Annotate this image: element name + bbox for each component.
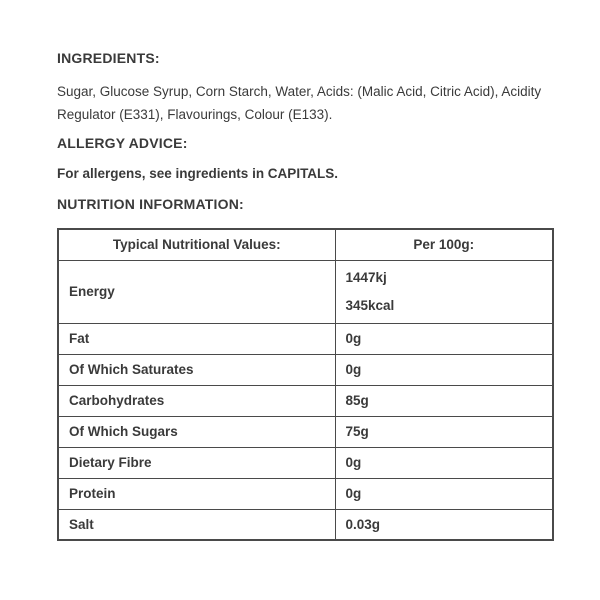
row-value-sugars: 75g — [335, 416, 553, 447]
table-row — [58, 385, 553, 416]
row-label-sugars: Of Which Sugars — [58, 416, 335, 447]
table-row — [58, 323, 553, 354]
ingredients-heading: INGREDIENTS: — [57, 50, 160, 66]
row-value-salt: 0.03g — [335, 509, 553, 540]
row-label-protein: Protein — [58, 478, 335, 509]
table-row — [58, 447, 553, 478]
row-label-energy: Energy — [58, 260, 335, 323]
row-label-saturates: Of Which Saturates — [58, 354, 335, 385]
row-value-protein: 0g — [335, 478, 553, 509]
row-label-carbohydrates: Carbohydrates — [58, 385, 335, 416]
nutrition-table — [57, 228, 554, 541]
allergy-advice-heading: ALLERGY ADVICE: — [57, 135, 188, 151]
row-label-fat: Fat — [58, 323, 335, 354]
row-value-energy — [335, 260, 553, 323]
column-header-typical-values: Typical Nutritional Values: — [58, 229, 335, 260]
energy-kcal-value: 345kcal — [345, 298, 395, 313]
table-row — [58, 509, 553, 540]
ingredients-text: Sugar, Glucose Syrup, Corn Starch, Water, Acids: (Malic Acid, Citric Acid), Acidity Regulator (E331), Flavourings, Colour (E133). — [57, 84, 542, 122]
row-label-salt: Salt — [58, 509, 335, 540]
table-row — [58, 354, 553, 385]
row-value-fat: 0g — [335, 323, 553, 354]
table-row — [58, 416, 553, 447]
energy-kj-value: 1447kj — [345, 270, 387, 285]
column-header-per-100g: Per 100g: — [335, 229, 553, 260]
row-value-carbohydrates: 85g — [335, 385, 553, 416]
table-row — [58, 260, 553, 323]
row-value-fibre: 0g — [335, 447, 553, 478]
row-label-fibre: Dietary Fibre — [58, 447, 335, 478]
table-row — [58, 478, 553, 509]
allergy-advice-text: For allergens, see ingredients in CAPITALS. — [57, 166, 339, 181]
row-value-saturates: 0g — [335, 354, 553, 385]
nutrition-information-heading: NUTRITION INFORMATION: — [57, 196, 244, 212]
table-header-row — [58, 229, 553, 260]
